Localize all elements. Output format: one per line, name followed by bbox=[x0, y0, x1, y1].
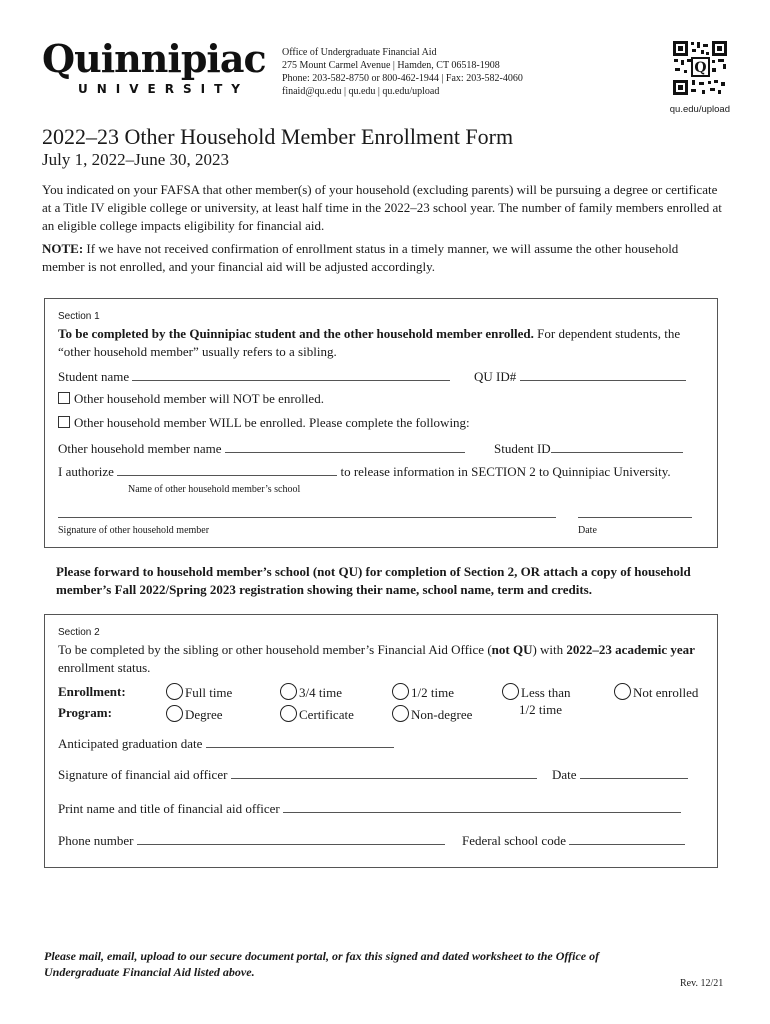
authorize-label: I authorize bbox=[58, 464, 114, 479]
revision-label: Rev. 12/21 bbox=[680, 978, 724, 989]
school-code-label: Federal school code bbox=[462, 833, 566, 848]
s2-heading-d: 2022–23 academic year bbox=[566, 642, 695, 657]
enroll-option-less-than[interactable] bbox=[502, 683, 570, 701]
student-id-row bbox=[494, 440, 683, 457]
less-than-line2: 1/2 time bbox=[519, 702, 562, 717]
enroll-option-not-enrolled[interactable] bbox=[614, 683, 698, 701]
s2-heading-e: enrollment status. bbox=[58, 660, 151, 675]
print-name-field[interactable] bbox=[283, 800, 681, 813]
qr-code-icon bbox=[672, 40, 728, 96]
program-option-non-degree[interactable] bbox=[392, 705, 472, 723]
qu-id-label: QU ID# bbox=[474, 369, 517, 384]
enroll-option-full-time[interactable] bbox=[166, 683, 232, 701]
less-than-label: Less than bbox=[521, 685, 571, 700]
half-time-radio[interactable] bbox=[392, 683, 409, 700]
option-not-enrolled bbox=[58, 391, 324, 407]
student-id-label: Student ID bbox=[494, 441, 551, 456]
officer-signature-label: Signature of financial aid officer bbox=[58, 767, 228, 782]
officer-date-label: Date bbox=[552, 767, 577, 782]
non-degree-radio[interactable] bbox=[392, 705, 409, 722]
officer-signature-row bbox=[58, 766, 537, 783]
member-date-field[interactable] bbox=[578, 517, 692, 518]
three-quarter-label: 3/4 time bbox=[299, 685, 342, 700]
phone-label: Phone number bbox=[58, 833, 134, 848]
authorize-row bbox=[58, 463, 671, 480]
program-option-certificate[interactable] bbox=[280, 705, 354, 723]
qu-id-field[interactable] bbox=[520, 368, 686, 381]
form-subtitle: July 1, 2022–June 30, 2023 bbox=[42, 150, 229, 169]
office-contact bbox=[282, 46, 523, 98]
member-name-field[interactable] bbox=[225, 440, 465, 453]
section-2-heading bbox=[58, 641, 710, 677]
phone-row bbox=[58, 832, 445, 849]
not-enrolled-checkbox[interactable] bbox=[58, 392, 70, 404]
school-code-field[interactable] bbox=[569, 832, 685, 845]
print-name-row bbox=[58, 800, 681, 817]
student-name-label: Student name bbox=[58, 369, 130, 384]
date-caption: Date bbox=[578, 525, 597, 536]
s2-heading-a: To be completed by the sibling or other household member’s Financial Aid Office ( bbox=[58, 642, 492, 657]
three-quarter-radio[interactable] bbox=[280, 683, 297, 700]
option-will-label: Other household member WILL be enrolled. Please complete the following: bbox=[74, 415, 470, 430]
note-text: If we have not received confirmation of enrollment status in a timely manner, we will assume the other household member is not enrolled, and your financial aid will be adjusted accordingly. bbox=[42, 241, 679, 274]
forward-instructions: Please forward to household member’s school (not QU) for completion of Section 2, OR attach a copy of household member’s Fall 2022/Spring 2023 registration showing their name, school name, term and credits. bbox=[56, 564, 691, 597]
section-1-heading-bold: To be completed by the Quinnipiac student and the other household member enrolled. bbox=[58, 326, 534, 341]
authorize-rest: to release information in SECTION 2 to Quinnipiac University. bbox=[340, 464, 671, 479]
university-logo-sub: UNIVERSITY bbox=[78, 82, 249, 96]
phone-field[interactable] bbox=[137, 832, 445, 845]
note-label: NOTE: bbox=[42, 241, 84, 256]
enroll-option-three-quarter[interactable] bbox=[280, 683, 342, 701]
section-1-heading bbox=[58, 325, 710, 361]
option-not-label: Other household member will NOT be enrolled. bbox=[74, 391, 324, 406]
school-code-row bbox=[462, 832, 685, 849]
program-label: Program: bbox=[58, 705, 112, 720]
section-2-label: Section 2 bbox=[58, 627, 100, 638]
office-line: finaid@qu.edu | qu.edu | qu.edu/upload bbox=[282, 86, 440, 97]
qu-id-row bbox=[474, 368, 686, 385]
degree-label: Degree bbox=[185, 707, 223, 722]
office-line: Phone: 203-582-8750 or 800-462-1944 | Fax: 203-582-4060 bbox=[282, 73, 523, 84]
form-title: 2022–23 Other Household Member Enrollment Form bbox=[42, 124, 514, 149]
officer-signature-field[interactable] bbox=[231, 766, 537, 779]
student-id-field[interactable] bbox=[551, 440, 683, 453]
full-time-radio[interactable] bbox=[166, 683, 183, 700]
not-enrolled-label: Not enrolled bbox=[633, 685, 699, 700]
half-time-label: 1/2 time bbox=[411, 685, 454, 700]
certificate-radio[interactable] bbox=[280, 705, 297, 722]
s2-heading-b: not QU bbox=[491, 642, 533, 657]
option-will-enroll bbox=[58, 415, 470, 431]
grad-date-row bbox=[58, 735, 394, 752]
program-option-degree[interactable] bbox=[166, 705, 223, 723]
less-than-radio[interactable] bbox=[502, 683, 519, 700]
officer-date-field[interactable] bbox=[580, 766, 688, 779]
section-1-label: Section 1 bbox=[58, 311, 100, 322]
school-name-field[interactable] bbox=[117, 463, 337, 476]
member-name-row bbox=[58, 440, 465, 457]
officer-date-row bbox=[552, 766, 688, 783]
office-line: Office of Undergraduate Financial Aid bbox=[282, 47, 437, 58]
signature-caption: Signature of other household member bbox=[58, 525, 210, 536]
intro-paragraph: You indicated on your FAFSA that other member(s) of your household (excluding parents) will be pursuing a degree or certificate at a Title IV eligible college or university, at least half time in the 2022–23 school year. The number of family members enrolled at an eligible college impacts eligibility for financial aid. bbox=[42, 182, 722, 233]
print-name-label: Print name and title of financial aid officer bbox=[58, 801, 280, 816]
s2-heading-c: ) with bbox=[532, 642, 567, 657]
section-1-heading-rest: For dependent students, the “other household member” usually refers to a sibling. bbox=[58, 326, 681, 359]
member-signature-field[interactable] bbox=[58, 517, 556, 518]
degree-radio[interactable] bbox=[166, 705, 183, 722]
will-enroll-checkbox[interactable] bbox=[58, 416, 70, 428]
member-name-label: Other household member name bbox=[58, 441, 222, 456]
non-degree-label: Non-degree bbox=[411, 707, 473, 722]
grad-date-field[interactable] bbox=[206, 735, 394, 748]
grad-date-label: Anticipated graduation date bbox=[58, 736, 203, 751]
school-caption: Name of other household member’s school bbox=[128, 484, 301, 495]
student-name-field[interactable] bbox=[132, 368, 450, 381]
enrollment-label: Enrollment: bbox=[58, 684, 126, 699]
note-paragraph bbox=[42, 240, 722, 276]
qr-caption: qu.edu/upload bbox=[669, 104, 730, 115]
university-logo: Quinnipiac bbox=[42, 36, 266, 81]
full-time-label: Full time bbox=[185, 685, 233, 700]
footer-instructions: Please mail, email, upload to our secure document portal, or fax this signed and dated worksheet to the Office of Undergraduate Financial Aid listed above. bbox=[44, 949, 600, 979]
enroll-option-half[interactable] bbox=[392, 683, 454, 701]
svg-text:Q: Q bbox=[694, 60, 707, 76]
certificate-label: Certificate bbox=[299, 707, 354, 722]
not-enrolled-radio[interactable] bbox=[614, 683, 631, 700]
student-name-row bbox=[58, 368, 450, 385]
office-line: 275 Mount Carmel Avenue | Hamden, CT 06518-1908 bbox=[282, 60, 500, 71]
